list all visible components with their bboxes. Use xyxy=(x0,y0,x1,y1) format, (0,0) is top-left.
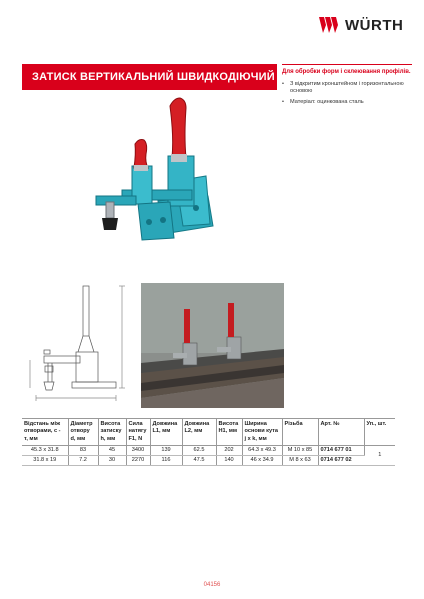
table-cell: 46 x 34.9 xyxy=(242,455,282,465)
table-header-row xyxy=(22,419,395,446)
table-cell: 116 xyxy=(150,455,182,465)
pack-qty-cell: 1 xyxy=(364,445,395,465)
table-cell: 64.3 x 49.3 xyxy=(242,445,282,455)
brand-name: WÜRTH xyxy=(345,16,404,34)
col-base-width: Ширина основи кута j x k, мм xyxy=(242,419,282,446)
page-title: ЗАТИСК ВЕРТИКАЛЬНИЙ ШВИДКОДІЮЧИЙ xyxy=(32,71,275,83)
col-pack-qty: Уп., шт. xyxy=(364,419,395,446)
col-thread: Різьба xyxy=(282,419,318,446)
col-article-number: Арт. № xyxy=(318,419,364,446)
col-length-l1: Довжина L1, мм xyxy=(150,419,182,446)
spec-table xyxy=(22,418,395,466)
table-cell: 45.3 x 31.8 xyxy=(22,445,68,455)
table-row xyxy=(22,445,395,455)
brand-logo xyxy=(318,14,403,36)
col-length-l2: Довжина L2, мм xyxy=(182,419,216,446)
vertical-toggle-clamp-photo xyxy=(88,96,268,251)
article-number-cell: 0714 677 01 xyxy=(318,445,364,455)
features-list xyxy=(282,81,412,107)
col-height-h1: Висота H1, мм xyxy=(216,419,242,446)
table-cell: M 10 x 85 xyxy=(282,445,318,455)
table-cell: 62.5 xyxy=(182,445,216,455)
article-number-cell: 0714 677 02 xyxy=(318,455,364,465)
clamps-mounted-on-rail-photo xyxy=(141,283,284,408)
features-divider xyxy=(282,64,412,65)
col-hole-diameter: Діаметр отвору d, мм xyxy=(68,419,98,446)
table-cell: 202 xyxy=(216,445,242,455)
page-number: 04156 xyxy=(203,582,221,588)
feature-item: • Матеріал: оцинкована сталь xyxy=(282,99,412,107)
table-cell: 30 xyxy=(98,455,126,465)
technical-drawing xyxy=(22,282,132,410)
table-cell: 3400 xyxy=(126,445,150,455)
table-row xyxy=(22,455,395,465)
col-clamp-height: Висота затиску h, мм xyxy=(98,419,126,446)
table-cell: 47.5 xyxy=(182,455,216,465)
table-cell: 7.2 xyxy=(68,455,98,465)
col-hole-distance: Відстань між отворами, с - т, мм xyxy=(22,419,68,446)
feature-item: • З відкритим кронштейном і горизонтальною основою xyxy=(282,81,412,96)
table-cell: 45 xyxy=(98,445,126,455)
table-cell: 2270 xyxy=(126,455,150,465)
features-lead: Для обробки форм і склеювання профілів. xyxy=(282,69,411,75)
col-force: Сила натягу F1, N xyxy=(126,419,150,446)
wurth-double-w-icon xyxy=(318,15,340,35)
table-cell: 31.8 x 19 xyxy=(22,455,68,465)
table-cell: 139 xyxy=(150,445,182,455)
table-cell: 140 xyxy=(216,455,242,465)
features-block xyxy=(282,64,412,109)
title-bar xyxy=(22,64,277,90)
table-cell: M 8 x 63 xyxy=(282,455,318,465)
table-cell: 83 xyxy=(68,445,98,455)
